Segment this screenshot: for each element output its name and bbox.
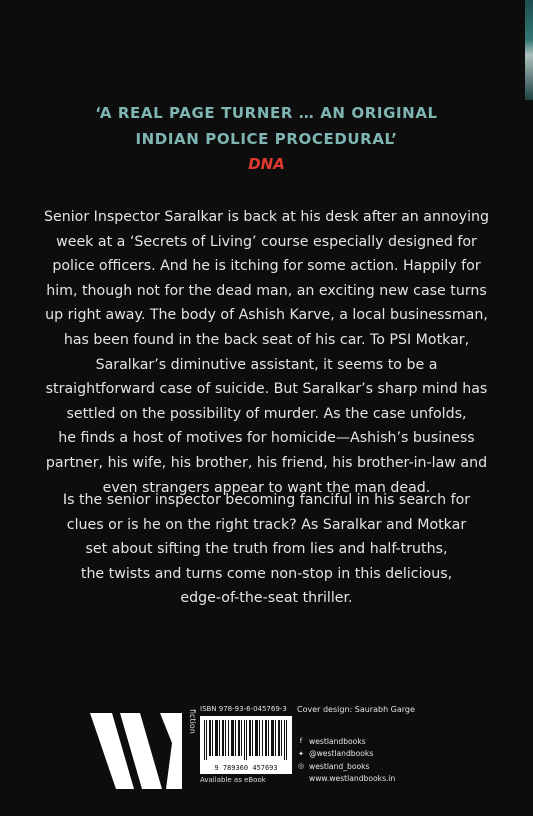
globe-icon xyxy=(297,775,305,783)
synopsis-line: settled on the possibility of murder. As the case unfolds, xyxy=(66,405,467,422)
synopsis-line: up right away. The body of Ashish Karve, a local businessman, xyxy=(45,307,488,324)
social-handle: @westlandbooks xyxy=(309,749,374,759)
synopsis-line: set about sifting the truth from lies and half-truths, xyxy=(85,541,448,558)
website-url: www.westlandbooks.in xyxy=(309,774,396,784)
social-instagram xyxy=(297,760,437,773)
back-cover-footer xyxy=(0,695,533,816)
synopsis-paragraph-2 xyxy=(30,488,503,611)
westland-logo-icon xyxy=(90,703,194,789)
social-links xyxy=(297,735,437,785)
spine-art-strip xyxy=(525,0,533,100)
synopsis-line: has been found in the back seat of his car. To PSI Motkar, xyxy=(63,331,470,348)
cover-credit: Cover design: Saurabh Garge xyxy=(297,705,415,714)
barcode xyxy=(200,716,292,774)
synopsis-line: police officers. And he is itching for some action. Happily for xyxy=(52,258,481,275)
social-handle: westlandbooks xyxy=(309,736,366,746)
synopsis-line: Saralkar’s diminutive assistant, it seems to be a xyxy=(95,356,438,373)
imprint-label: fiction xyxy=(188,709,197,734)
isbn-number: ISBN 978-93-6-045769-3 xyxy=(200,705,287,713)
synopsis-line: week at a ‘Secrets of Living’ course especially designed for xyxy=(56,233,477,250)
synopsis-line: partner, his wife, his brother, his friend, his brother-in-law and xyxy=(45,454,488,471)
synopsis-line: even strangers appear to want the man dead. xyxy=(102,479,431,496)
barcode-digits: 9 789360 457693 xyxy=(214,764,278,772)
synopsis-line: him, though not for the dead man, an exciting new case turns xyxy=(46,282,487,299)
ebook-note: Available as eBook xyxy=(200,776,266,784)
synopsis-line: the twists and turns come non-stop in this delicious, xyxy=(80,565,453,582)
twitter-icon: ✦ xyxy=(298,749,304,758)
social-twitter xyxy=(297,748,437,761)
social-website xyxy=(297,773,437,786)
instagram-icon: ◎ xyxy=(297,762,305,771)
social-handle: westland_books xyxy=(309,761,370,771)
synopsis-line: edge-of-the-seat thriller. xyxy=(180,590,353,607)
review-quote xyxy=(0,100,533,176)
synopsis-line: straightforward case of suicide. But Saralkar’s sharp mind has xyxy=(45,381,488,398)
synopsis-line: Senior Inspector Saralkar is back at his desk after an annoying xyxy=(43,209,490,225)
quote-line-2: INDIAN POLICE PROCEDURAL’ xyxy=(135,130,398,148)
social-facebook xyxy=(297,735,437,748)
synopsis-line: Is the senior inspector becoming fanciful in his search for xyxy=(62,492,471,508)
synopsis-line: clues or is he on the right track? As Saralkar and Motkar xyxy=(66,516,467,533)
barcode-bars-icon xyxy=(204,720,288,760)
facebook-icon: f xyxy=(299,737,303,746)
isbn-block xyxy=(200,705,292,784)
quote-source: DNA xyxy=(248,155,285,173)
synopsis-paragraph-1 xyxy=(30,205,503,500)
quote-line-1: ‘A REAL PAGE TURNER … AN ORIGINAL xyxy=(95,104,438,122)
synopsis-line: he finds a host of motives for homicide—Ashish’s business xyxy=(58,430,475,447)
